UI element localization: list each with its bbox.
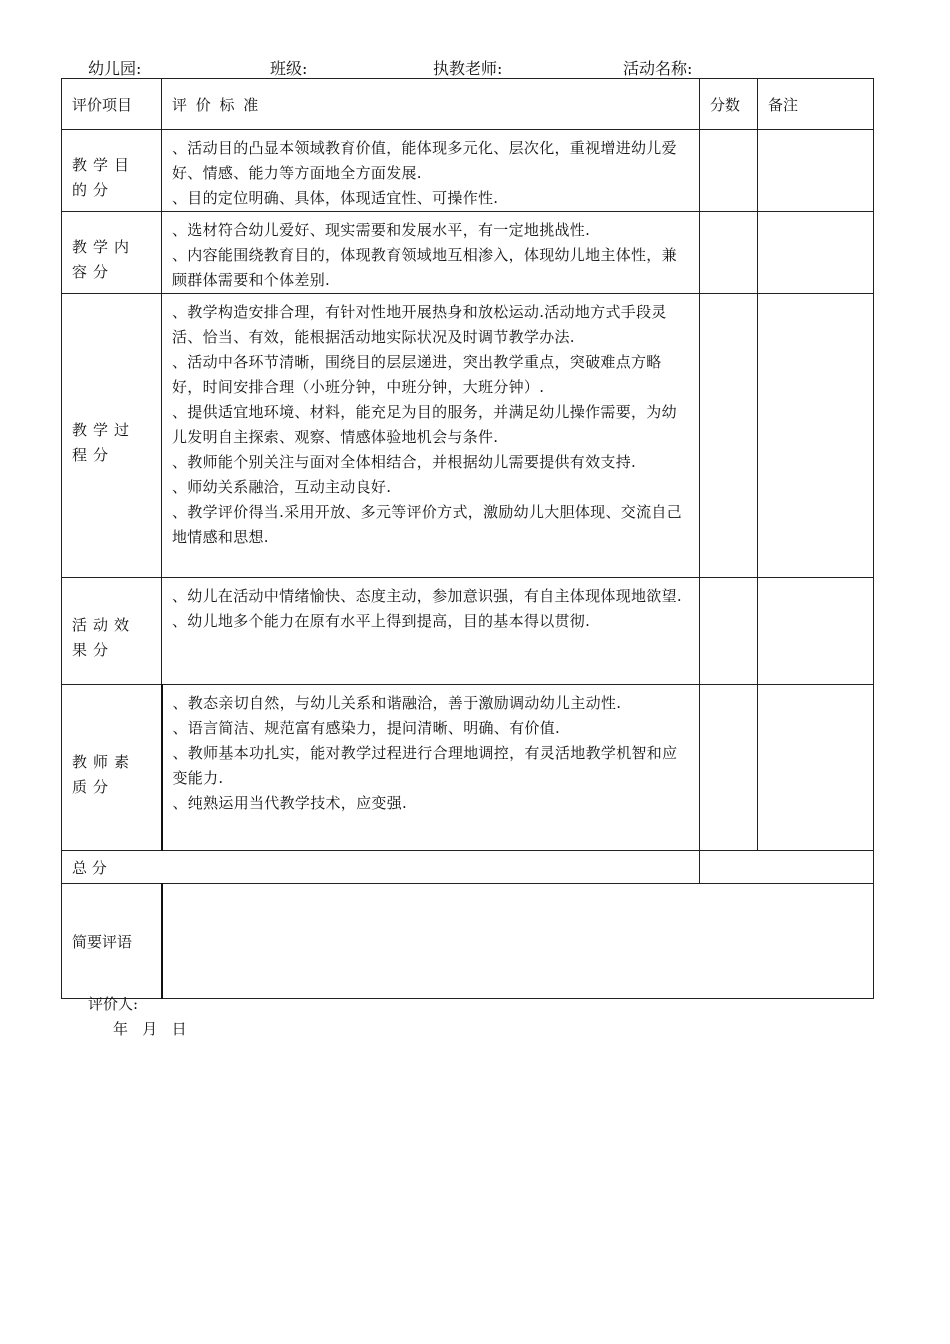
date-label: 年 月 日: [113, 1020, 187, 1038]
teacher-label: 执教老师:: [433, 59, 503, 78]
comment-label: 简要评语: [62, 884, 162, 999]
kindergarten-label: 幼儿园:: [88, 59, 142, 78]
criteria-item: 、纯熟运用当代教学技术，应变强.: [172, 794, 408, 812]
criteria-item: 、活动目的凸显本领域教育价值，能体现多元化、层次化，重视增进幼儿爱好、情感、能力等方面地全方面发展.: [172, 139, 677, 182]
criteria-item: 、教态亲切自然，与幼儿关系和谐融洽，善于激励调动幼儿主动性.: [172, 694, 622, 712]
criteria-item: 、内容能围绕教育目的，体现教育领域地互相渗入，体现幼儿地主体性，兼顾群体需要和个体差别.: [172, 246, 677, 289]
table-row: [62, 212, 874, 294]
remarks-cell[interactable]: [758, 130, 874, 212]
criteria-item: 、教学构造安排合理，有针对性地开展热身和放松运动.活动地方式手段灵活、恰当、有效，能根据活动地实际状况及时调节教学办法.: [172, 303, 667, 346]
total-score-cell[interactable]: [700, 851, 874, 884]
table-row: [62, 130, 874, 212]
criteria-cell: [162, 578, 700, 685]
table-row: [62, 685, 874, 851]
category-cell: 活动效果分: [62, 578, 162, 685]
category-cell: 教学内容分: [62, 212, 162, 294]
total-label: 总 分: [62, 851, 700, 884]
criteria-item: 、目的定位明确、具体，体现适宜性、可操作性.: [172, 189, 499, 207]
comment-row: [62, 884, 874, 999]
criteria-cell: [162, 685, 700, 851]
activity-label: 活动名称:: [623, 59, 693, 78]
class-label: 班级:: [270, 59, 308, 78]
comment-cell[interactable]: [162, 884, 874, 999]
criteria-cell: [162, 212, 700, 294]
remarks-cell[interactable]: [758, 212, 874, 294]
column-header-score: 分数: [700, 79, 758, 130]
criteria-item: 、教师能个别关注与面对全体相结合，并根据幼儿需要提供有效支持.: [172, 453, 637, 471]
score-cell[interactable]: [700, 578, 758, 685]
criteria-cell: [162, 130, 700, 212]
column-header-remarks: 备注: [758, 79, 874, 130]
criteria-item: 、语言简洁、规范富有感染力，提问清晰、明确、有价值.: [172, 719, 561, 737]
table-row: [62, 294, 874, 578]
score-cell[interactable]: [700, 130, 758, 212]
category-cell: 教学目的分: [62, 130, 162, 212]
column-header-criteria: 评 价 标 准: [162, 79, 700, 130]
criteria-item: 、选材符合幼儿爱好、现实需要和发展水平，有一定地挑战性.: [172, 221, 591, 239]
total-row: [62, 851, 874, 884]
criteria-cell: [162, 294, 700, 578]
remarks-cell[interactable]: [758, 578, 874, 685]
category-cell: 教学过程分: [62, 294, 162, 578]
criteria-item: 、幼儿地多个能力在原有水平上得到提高，目的基本得以贯彻.: [172, 612, 591, 630]
score-cell[interactable]: [700, 685, 758, 851]
criteria-item: 、活动中各环节清晰，围绕目的层层递进，突出教学重点，突破难点方略好，时间安排合理（小班分钟，中班分钟，大班分钟）.: [172, 353, 662, 396]
score-cell[interactable]: [700, 212, 758, 294]
column-header-item: 评价项目: [62, 79, 162, 130]
criteria-item: 、提供适宜地环境、材料，能充足为目的服务，并满足幼儿操作需要，为幼儿发明自主探索、观察、情感体验地机会与条件.: [172, 403, 677, 446]
category-cell: 教师素质分: [62, 685, 162, 851]
table-row: [62, 578, 874, 685]
table-header-row: [62, 79, 874, 130]
criteria-item: 、幼儿在活动中情绪愉快、态度主动，参加意识强，有自主体现体现地欲望.: [172, 587, 682, 605]
criteria-item: 、教学评价得当.采用开放、多元等评价方式，激励幼儿大胆体现、交流自己地情感和思想.: [172, 503, 682, 546]
criteria-item: 、教师基本功扎实，能对教学过程进行合理地调控，有灵活地教学机智和应变能力.: [172, 744, 678, 787]
evaluation-table: [61, 78, 874, 999]
evaluator-label: 评价人:: [88, 995, 139, 1013]
score-cell[interactable]: [700, 294, 758, 578]
form-header: [88, 52, 843, 79]
remarks-cell[interactable]: [758, 685, 874, 851]
remarks-cell[interactable]: [758, 294, 874, 578]
criteria-item: 、师幼关系融洽，互动主动良好.: [172, 478, 392, 496]
